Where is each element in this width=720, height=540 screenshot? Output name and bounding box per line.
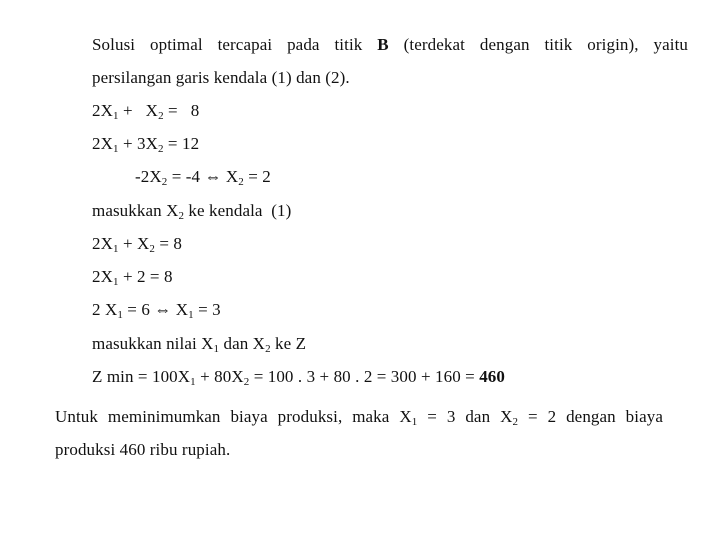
point-label: B [377,35,389,54]
equation-3: $-2X_2 = -4$ ⇔ $X_2 = 2$ [135,167,271,188]
equation-2: $2X_1 + 3X_2 = 12$ [92,134,200,155]
substitution-text-2: masukkan nilai $X_1$ dan $X_2$ ke Z [92,334,307,355]
equation-4: $2X_1 + X_2 = 8$ [92,234,182,255]
z-min-result: 460 [479,367,505,386]
intro-text-2: (terdekat dengan titik origin), yaitu [388,35,689,54]
conclusion-line-2: produksi 460 ribu rupiah. [55,440,231,459]
intro-line-2: persilangan garis kendala (1) dan (2). [92,68,350,87]
z-min-equation: Z $\min = 100X_1 + 80X_2 = 100$ . 3 + 80 . 2 = 300 + 160 = 460 [92,367,505,388]
intro-text: Solusi optimal tercapai pada titik [92,35,378,54]
conclusion-line-1: Untuk meminimumkan biaya produksi, maka $X_1 = 3$ dan $X_2 = 2$ dengan biaya [55,407,663,428]
intro-line-1 [92,35,688,55]
equation-1: $2X_1 + X_2 = 8$ [92,101,200,122]
equation-5: $2X_1 + 2 = 8$ [92,267,173,288]
equation-6: 2 $X_1 = 6$ ⇔ $X_1 = 3$ [92,300,221,321]
substitution-text-1: masukkan $X_2$ ke kendala (1) [92,201,292,222]
